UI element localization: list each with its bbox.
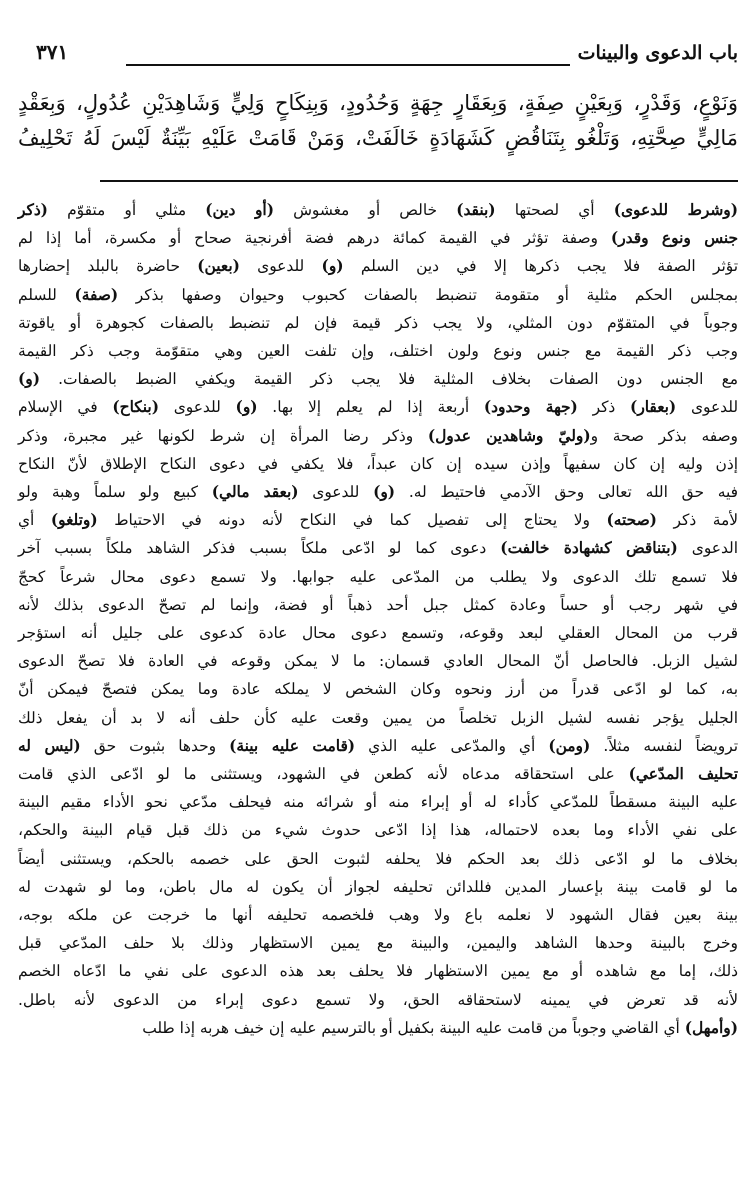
commentary-run: أي (18, 511, 51, 530)
bold-matn-quote: (ومن) (548, 736, 591, 755)
commentary-line (18, 788, 738, 816)
commentary-run: للدعوى (239, 257, 322, 276)
commentary-run: على نفي الأداء وما بعده لاحتماله، هذا إذا ادّعى حدوث شيء من ذلك قبل قيام البينة والحكم، (18, 821, 738, 840)
commentary-line (18, 450, 738, 478)
commentary-run: دعوى كما لو ادّعى ملكاً بسبب فذكر الشاهد ملكاً بسبب آخر (18, 539, 501, 558)
commentary-run: ذكر (577, 398, 631, 417)
commentary-line (18, 393, 738, 421)
page-header (26, 34, 738, 70)
commentary-run: ما لو قامت بينة بإعسار المدين فللدائن تحليفه لجواز أن يكون له مال باطن، وما لو شهدت له (18, 877, 738, 896)
commentary-line (18, 591, 738, 619)
bold-matn-quote: (ذكر (18, 201, 48, 219)
bold-matn-quote: (بنقد) (456, 201, 496, 219)
bold-matn-quote: (قامت عليه بينة) (229, 736, 356, 755)
bold-matn-quote: (جهة وحدود) (483, 398, 578, 417)
bold-matn-quote: (وأمهل) (684, 1018, 738, 1037)
commentary-line (18, 901, 738, 929)
bold-matn-quote: (بعقار) (630, 398, 677, 417)
commentary-run: فيه حق الله تعالى وحق الآدمي فاحتيط له. (395, 483, 738, 502)
commentary-run: كبيع ولو سلماً وهبة ولو (18, 483, 212, 502)
bold-matn-quote: (بعين) (197, 257, 240, 276)
commentary-line (18, 281, 738, 309)
commentary-line (18, 619, 738, 647)
commentary-run: وذكر رضا المرأة إن شرط لكونها غير مجبرة، وذكر (18, 426, 428, 445)
commentary-line (18, 422, 738, 450)
bold-matn-quote: (و) (373, 483, 396, 502)
commentary-run: ترويضاً لنفسه مثلاً. (590, 736, 739, 755)
commentary-line (18, 704, 738, 732)
commentary-run: أي القاضي وجوباً من قامت عليه البينة بكفيل أو بالترسيم عليه إن خيف هربه إذا طلب (142, 1018, 685, 1037)
commentary-line (18, 478, 738, 506)
commentary-run: في الإسلام (18, 398, 113, 417)
commentary-line (18, 252, 738, 280)
commentary-line (18, 563, 738, 591)
bold-matn-quote: (و) (18, 370, 40, 389)
bold-matn-quote: (وشرط للدعوى) (613, 201, 738, 219)
commentary-run: للسلم (18, 285, 75, 304)
matn-text (18, 86, 738, 156)
bold-matn-quote: (صفة) (74, 285, 119, 304)
commentary-run: وصفة تؤثر في القيمة كمائة درهم فضة أفرنجية صحاح أو مكسرة، أما إذا لم (18, 229, 611, 248)
commentary-run: ذلك، إما مع شاهده أو مع يمين الاستظهار فلا يحلف بعد هذه الدعوى على نفي ما ادّعاه الخصم (18, 962, 738, 981)
commentary-run: إذن وليه إن كان سفيهاً وإذن سيده إن كان عبداً، فلا يكفي في دعوى النكاح الإطلاق لأنّ النكاح (18, 454, 738, 473)
commentary-run: الجليل يؤجر نفسه لشيل الزبل تخلصاً من يمين وقعت عليه كأن حلف أنه لا بد أن يفعل ذلك (18, 708, 738, 727)
commentary-run: في شهر رجب أو حساً وعادة كمثل جبل أحد ذهباً أو فضة، وإنما لم تصحّ الدعوى بذلك لأنه (18, 595, 738, 614)
commentary-line (18, 1014, 738, 1042)
commentary-run: لشيل الزبل. فالحاصل أنّ المحال العادي قسمان: ما لا يمكن وقوعه في العادة فلا تصحّ الدعوى (18, 652, 738, 671)
commentary-run: أي لصحتها (495, 201, 614, 219)
commentary-line (18, 647, 738, 675)
commentary-run: مثلي أو متقوّم (47, 201, 206, 219)
commentary-run: حاضرة بالبلد إحضارها (18, 257, 198, 276)
commentary-line (18, 534, 738, 562)
commentary-run: على استحقاقه مدعاه لأنه كطعن في الشهود، ويستثنى ما لو ادّعى الذي قامت (18, 765, 629, 784)
bold-matn-quote: (صحته) (606, 511, 657, 530)
commentary-run: وحدها بثبوت حق (80, 736, 230, 755)
header-rule (126, 64, 570, 66)
commentary-line (18, 732, 738, 760)
bold-matn-quote: جنس ونوع وقدر) (610, 229, 738, 248)
commentary-run: للدعوى (298, 483, 374, 502)
commentary-run: بخلاف ما لو ادّعى ذلك بعد الحكم فلا يحلفه لثبوت الحق على خصمه بالحكم، ويستثنى أيضاً (18, 849, 738, 868)
commentary-run: ولا يحتاج إلى تفصيل كما في النكاح لأنه دونه في الاحتياط (97, 511, 607, 530)
commentary-line (18, 196, 738, 224)
commentary-text (18, 196, 738, 1042)
commentary-line (18, 224, 738, 252)
commentary-run: للدعوى (158, 398, 236, 417)
bold-matn-quote: (بتناقض كشهادة خالفت) (500, 539, 678, 558)
commentary-line (18, 760, 738, 788)
commentary-line (18, 929, 738, 957)
matn-line: مَالِيٍّ صِحَّتِهِ، وَتَلْغُو بِتَنَاقُضٍ كَشَهَادَةٍ خَالَفَتْ، وَمَنْ قَامَتْ عَلَيْهِ بَيِّنَةٌ لَيْسَ لَهُ تَحْلِيفُ (18, 126, 738, 150)
bold-matn-quote: (ليس له (18, 736, 81, 755)
bold-matn-quote: (و) (235, 398, 258, 417)
commentary-run: وخرج بالبينة وحدها الشاهد واليمين، والبينة مع يمين الاستظهار وذلك بلا حلف المدّعي قبل (18, 934, 738, 953)
bold-matn-quote: (وليّ وشاهدين عدول) (427, 426, 591, 445)
commentary-run: لأنه قد تعرض في يمينه لاستحقاقه الحق، ولا تسمع دعوى إبراء من الدعوى لأنه باطل. (18, 990, 738, 1009)
separator-rule (100, 180, 738, 182)
commentary-run: خالص أو مغشوش (274, 201, 457, 219)
commentary-line (18, 845, 738, 873)
commentary-run: بينة بعين فقال الشهود لا نعلمه باع ولا وهب فلخصمه تحليفه أنها ما خرجت عن ملكه بوجه، (18, 906, 738, 925)
bold-matn-quote: (بعقد مالي) (211, 483, 299, 502)
bold-matn-quote: (بنكاح) (112, 398, 159, 417)
commentary-line (18, 816, 738, 844)
commentary-line (18, 506, 738, 534)
commentary-line (18, 365, 738, 393)
bold-matn-quote: (و) (321, 257, 344, 276)
commentary-line (18, 986, 738, 1014)
commentary-run: وصفه بذكر صحة و (590, 426, 738, 445)
chapter-title: باب الدعوى والبينات (577, 42, 738, 64)
commentary-run: قرب من المحال العقلي لبعد وقوعه، وتسمع دعوى محال عادة كدعوى على جليل أنه استؤجر (18, 624, 738, 643)
page-number: ٣٧١ (36, 40, 69, 64)
commentary-run: للدعوى (676, 398, 739, 417)
bold-matn-quote: تحليف المدّعي) (628, 765, 738, 784)
commentary-line (18, 873, 738, 901)
commentary-line (18, 675, 738, 703)
commentary-line (18, 337, 738, 365)
commentary-run: بمجلس الحكم مثلية أو متقومة تنضبط بالصفات كحبوب وحيوان وصفها بذكر (118, 285, 739, 304)
matn-line: وَنَوْعٍ، وَقَدْرٍ، وَبِعَيْنٍ صِفَةٍ، وَبِعَقَارٍ جِهَةٍ وَحُدُودٍ، وَبِنِكَاحٍ وَلِيٍّ وَشَاهِدَيْنِ عُدُولٍ، وَبِعَقْدٍ (18, 91, 738, 115)
commentary-line (18, 309, 738, 337)
commentary-run: أربعة إذا لم يعلم إلا بها. (257, 398, 484, 417)
commentary-run: تؤثر الصفة فلا يجب ذكرها إلا في دين السلم (343, 257, 738, 276)
bold-matn-quote: (وتلغو) (50, 511, 98, 530)
commentary-run: به، كما لو ادّعى قدراً من أرز ونحوه وكان الشخص لا يملكه عادة وما يمكن فتصحّ فيمكن أنّ (18, 680, 738, 699)
commentary-line (18, 957, 738, 985)
commentary-run: أي والمدّعى عليه الذي (355, 736, 549, 755)
commentary-run: الدعوى (677, 539, 738, 558)
bold-matn-quote: (أو دين) (205, 201, 274, 219)
commentary-run: لأمة ذكر (656, 511, 739, 530)
commentary-run: فلا تسمع تلك الدعوى ولا يطلب من المدّعى عليه جوابها. ولا تسمع دعوى محال شرعاً كحجّ (18, 567, 738, 586)
commentary-run: عليه البينة مسقطاً للمدّعي كأداء له أو إبراء منه أو شرائه منه فيحلف مدّعي نحو الأداء مقيم البينة (18, 793, 738, 812)
commentary-run: وجب ذكر القيمة مع جنس ونوع ولون اختلف، وإن تلفت العين وهي متقوّمة وجب ذكر القيمة (18, 342, 738, 361)
commentary-run: وجوباً في المتقوّم دون المثلي، ولا يجب ذكر قيمة فإن لم تنضبط بالصفات كجوهرة أو ياقوتة (18, 313, 738, 332)
commentary-run: مع الجنس دون الصفات بخلاف المثلية فلا يجب ذكر القيمة ويكفي الضبط بالصفات. (40, 370, 738, 389)
